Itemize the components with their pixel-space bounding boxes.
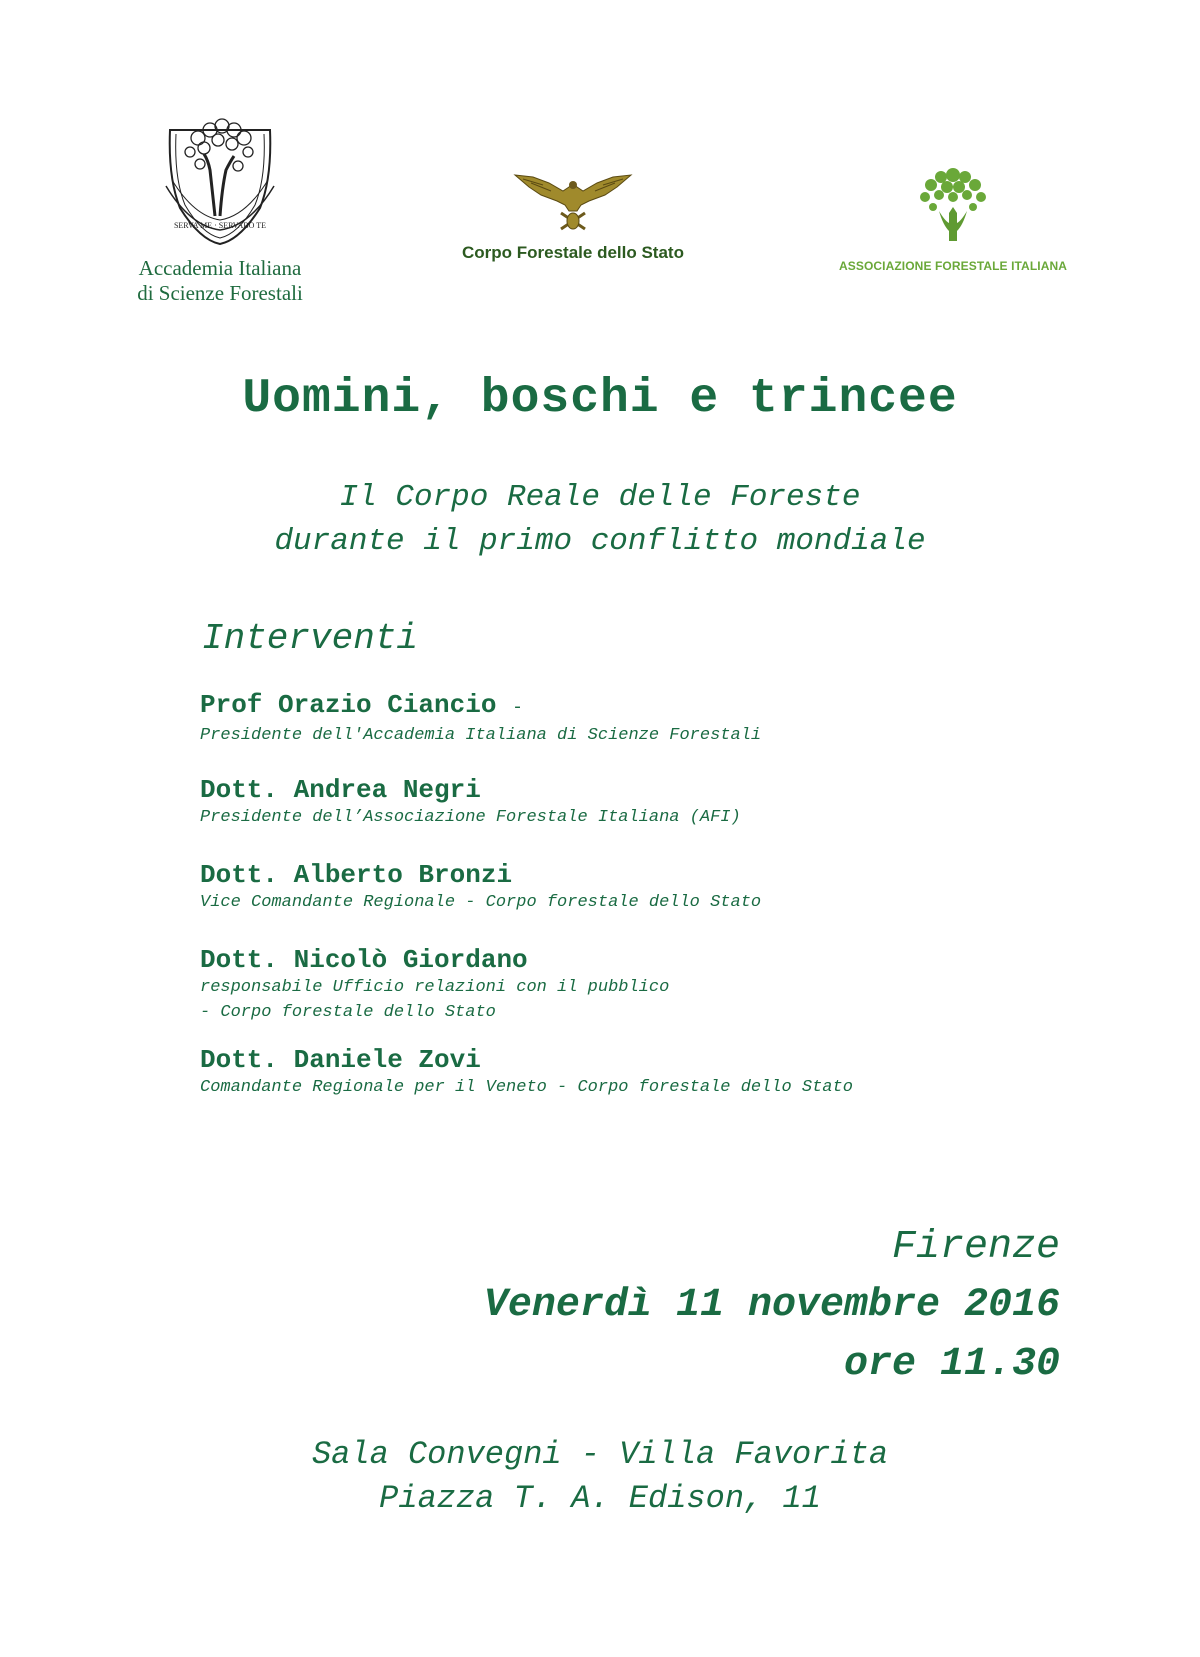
speaker-name: Prof Orazio Ciancio [200, 690, 497, 720]
corpo-forestale-logo [428, 163, 718, 263]
accademia-logo [120, 108, 320, 306]
speaker-name: Dott. Alberto Bronzi [200, 860, 513, 890]
associazione-caption: ASSOCIAZIONE FORESTALE ITALIANA [839, 259, 1067, 273]
speaker-item [200, 1045, 853, 1100]
venue-line1: Sala Convegni - Villa Favorita [311, 1436, 889, 1473]
speaker-role: Vice Comandante Regionale - Corpo forestale dello Stato [200, 893, 762, 912]
eagle-emblem-icon [513, 163, 633, 235]
accademia-caption-line1: Accademia Italiana [138, 256, 302, 280]
speaker-item [200, 945, 669, 1025]
speaker-item [200, 690, 761, 748]
page-title: Uomini, boschi e trincee [242, 372, 958, 426]
speaker-item [200, 860, 761, 915]
speaker-role: Comandante Regionale per il Veneto - Corpo forestale dello Stato [200, 1078, 853, 1097]
speaker-name: Dott. Daniele Zovi [200, 1045, 481, 1075]
speaker-role: Presidente dell'Accademia Italiana di Scienze Forestali [200, 726, 762, 745]
subtitle [0, 476, 1200, 564]
seal-motto: SERVA ME · SERVABO TE [173, 221, 267, 230]
tree-hands-icon [913, 163, 993, 243]
speaker-role: responsabile Ufficio relazioni con il pubblico [200, 978, 670, 997]
event-date: Venerdì 11 novembre 2016 [483, 1283, 1060, 1328]
speaker-role: Presidente dell’Associazione Forestale Italiana (AFI) [200, 808, 741, 827]
subtitle-line1: Il Corpo Reale delle Foreste [339, 480, 861, 515]
venue-line2: Piazza T. A. Edison, 11 [379, 1480, 821, 1517]
associazione-logo [818, 163, 1088, 273]
accademia-caption-line2: di Scienze Forestali [137, 281, 303, 305]
event-city: Firenze [891, 1225, 1060, 1270]
speaker-dash: - [512, 698, 523, 718]
accademia-seal-icon [160, 108, 280, 248]
corpo-forestale-caption: Corpo Forestale dello Stato [462, 243, 684, 262]
section-heading: Interventi [202, 618, 419, 659]
speaker-role-continued: - Corpo forestale dello Stato [200, 1003, 496, 1022]
subtitle-line2: durante il primo conflitto mondiale [274, 524, 926, 559]
speaker-name: Dott. Andrea Negri [200, 775, 481, 805]
speaker-item [200, 775, 741, 830]
speaker-name: Dott. Nicolò Giordano [200, 945, 528, 975]
event-time: ore 11.30 [843, 1342, 1060, 1387]
